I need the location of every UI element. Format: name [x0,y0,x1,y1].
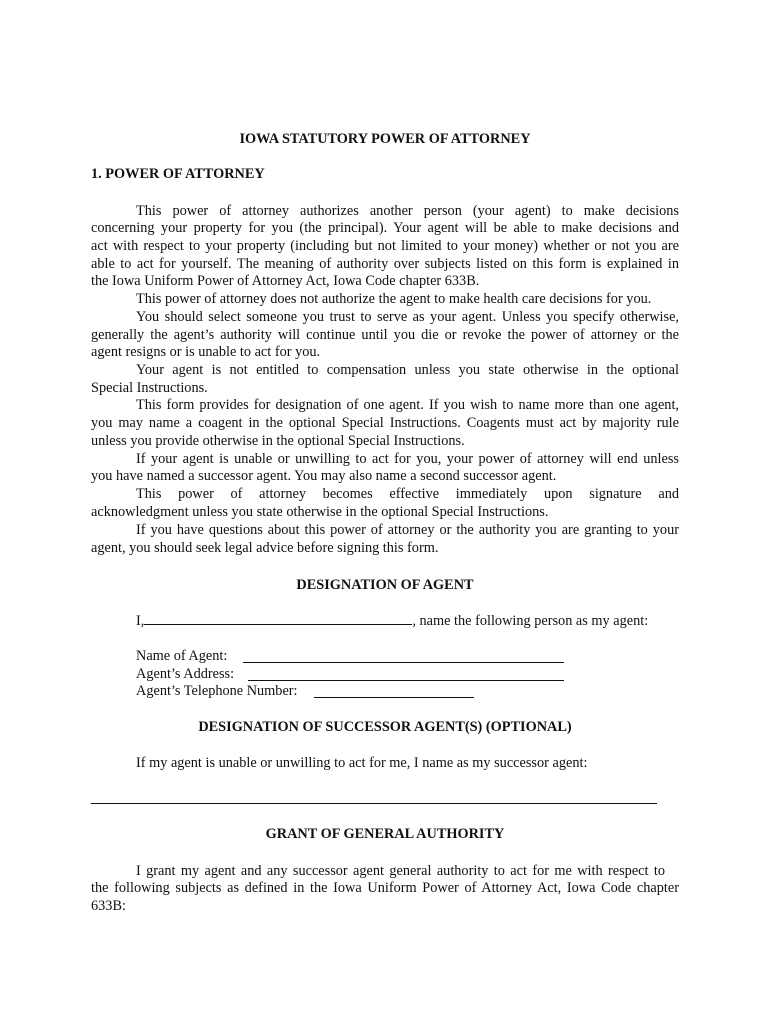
intro-line: If you have questions about this power of attorney or the authority you are granting to your [136,522,679,538]
intro-line: This power of attorney becomes effective immediately upon signature and [136,486,679,502]
intro-line: If your agent is unable or unwilling to act for you, your power of attorney will end unless [136,451,679,467]
principal-name-field[interactable] [144,611,412,625]
intro-line: This form provides for designation of one agent. If you wish to name more than one agent, [136,397,679,413]
document-title: IOWA STATUTORY POWER OF ATTORNEY [239,131,531,147]
intro-line: unless you provide otherwise in the optional Special Instructions. [91,433,465,449]
agent-phone-label: Agent’s Telephone Number: [136,683,298,699]
agent-name-row [136,647,227,665]
agent-name-field[interactable] [243,649,564,663]
successor-agent-text: If my agent is unable or unwilling to act for me, I name as my successor agent: [136,755,588,771]
grant-line: 633B: [91,898,126,914]
intro-line: Special Instructions. [91,380,208,396]
intro-line: agent, you should seek legal advice before signing this form. [91,540,439,556]
intro-line: able to act for yourself. The meaning of authority over subjects listed on this form is explained in [91,256,679,272]
intro-line: You should select someone you trust to serve as your agent. Unless you specify otherwise, [136,309,679,325]
agent-address-row [136,665,234,683]
grant-line: the following subjects as defined in the Iowa Uniform Power of Attorney Act, Iowa Code chapter [91,880,679,896]
grant-of-general-authority-heading: GRANT OF GENERAL AUTHORITY [265,826,505,842]
intro-line: This power of attorney does not authorize the agent to make health care decisions for you. [136,291,652,307]
principal-suffix: , name the following person as my agent: [412,613,649,629]
agent-phone-field[interactable] [314,684,474,698]
principal-name-line [136,611,648,630]
grant-line: I grant my agent and any successor agent general authority to act for me with respect to [136,863,665,879]
section-heading-power-of-attorney: 1. POWER OF ATTORNEY [91,166,265,182]
agent-address-label: Agent’s Address: [136,666,235,682]
intro-line: generally the agent’s authority will continue until you die or revoke the power of attorney or the [91,327,679,343]
intro-line: act with respect to your property (including but not limited to your money) whether or not you are [91,238,679,254]
successor-agent-heading: DESIGNATION OF SUCCESSOR AGENT(S) (OPTIONAL) [198,719,572,735]
intro-line: Your agent is not entitled to compensation unless you state otherwise in the optional [136,362,679,378]
successor-agent-field[interactable] [91,803,657,804]
agent-phone-row [136,682,298,700]
intro-line: the Iowa Uniform Power of Attorney Act, Iowa Code chapter 633B. [91,273,480,289]
principal-prefix: I, [136,613,145,629]
intro-line: agent resigns or is unable to act for you. [91,344,321,360]
designation-of-agent-heading: DESIGNATION OF AGENT [296,577,474,593]
intro-line: concerning your property for you (the principal). Your agent will be able to make decisions and [91,220,679,236]
intro-line: you have named a successor agent. You may also name a second successor agent. [91,468,557,484]
intro-line: acknowledgment unless you state otherwise in the optional Special Instructions. [91,504,549,520]
agent-name-label: Name of Agent: [136,648,228,664]
agent-address-field[interactable] [248,667,564,681]
intro-line: This power of attorney authorizes another person (your agent) to make decisions [136,203,679,219]
intro-line: you may name a coagent in the optional Special Instructions. Coagents must act by majority rule [91,415,679,431]
